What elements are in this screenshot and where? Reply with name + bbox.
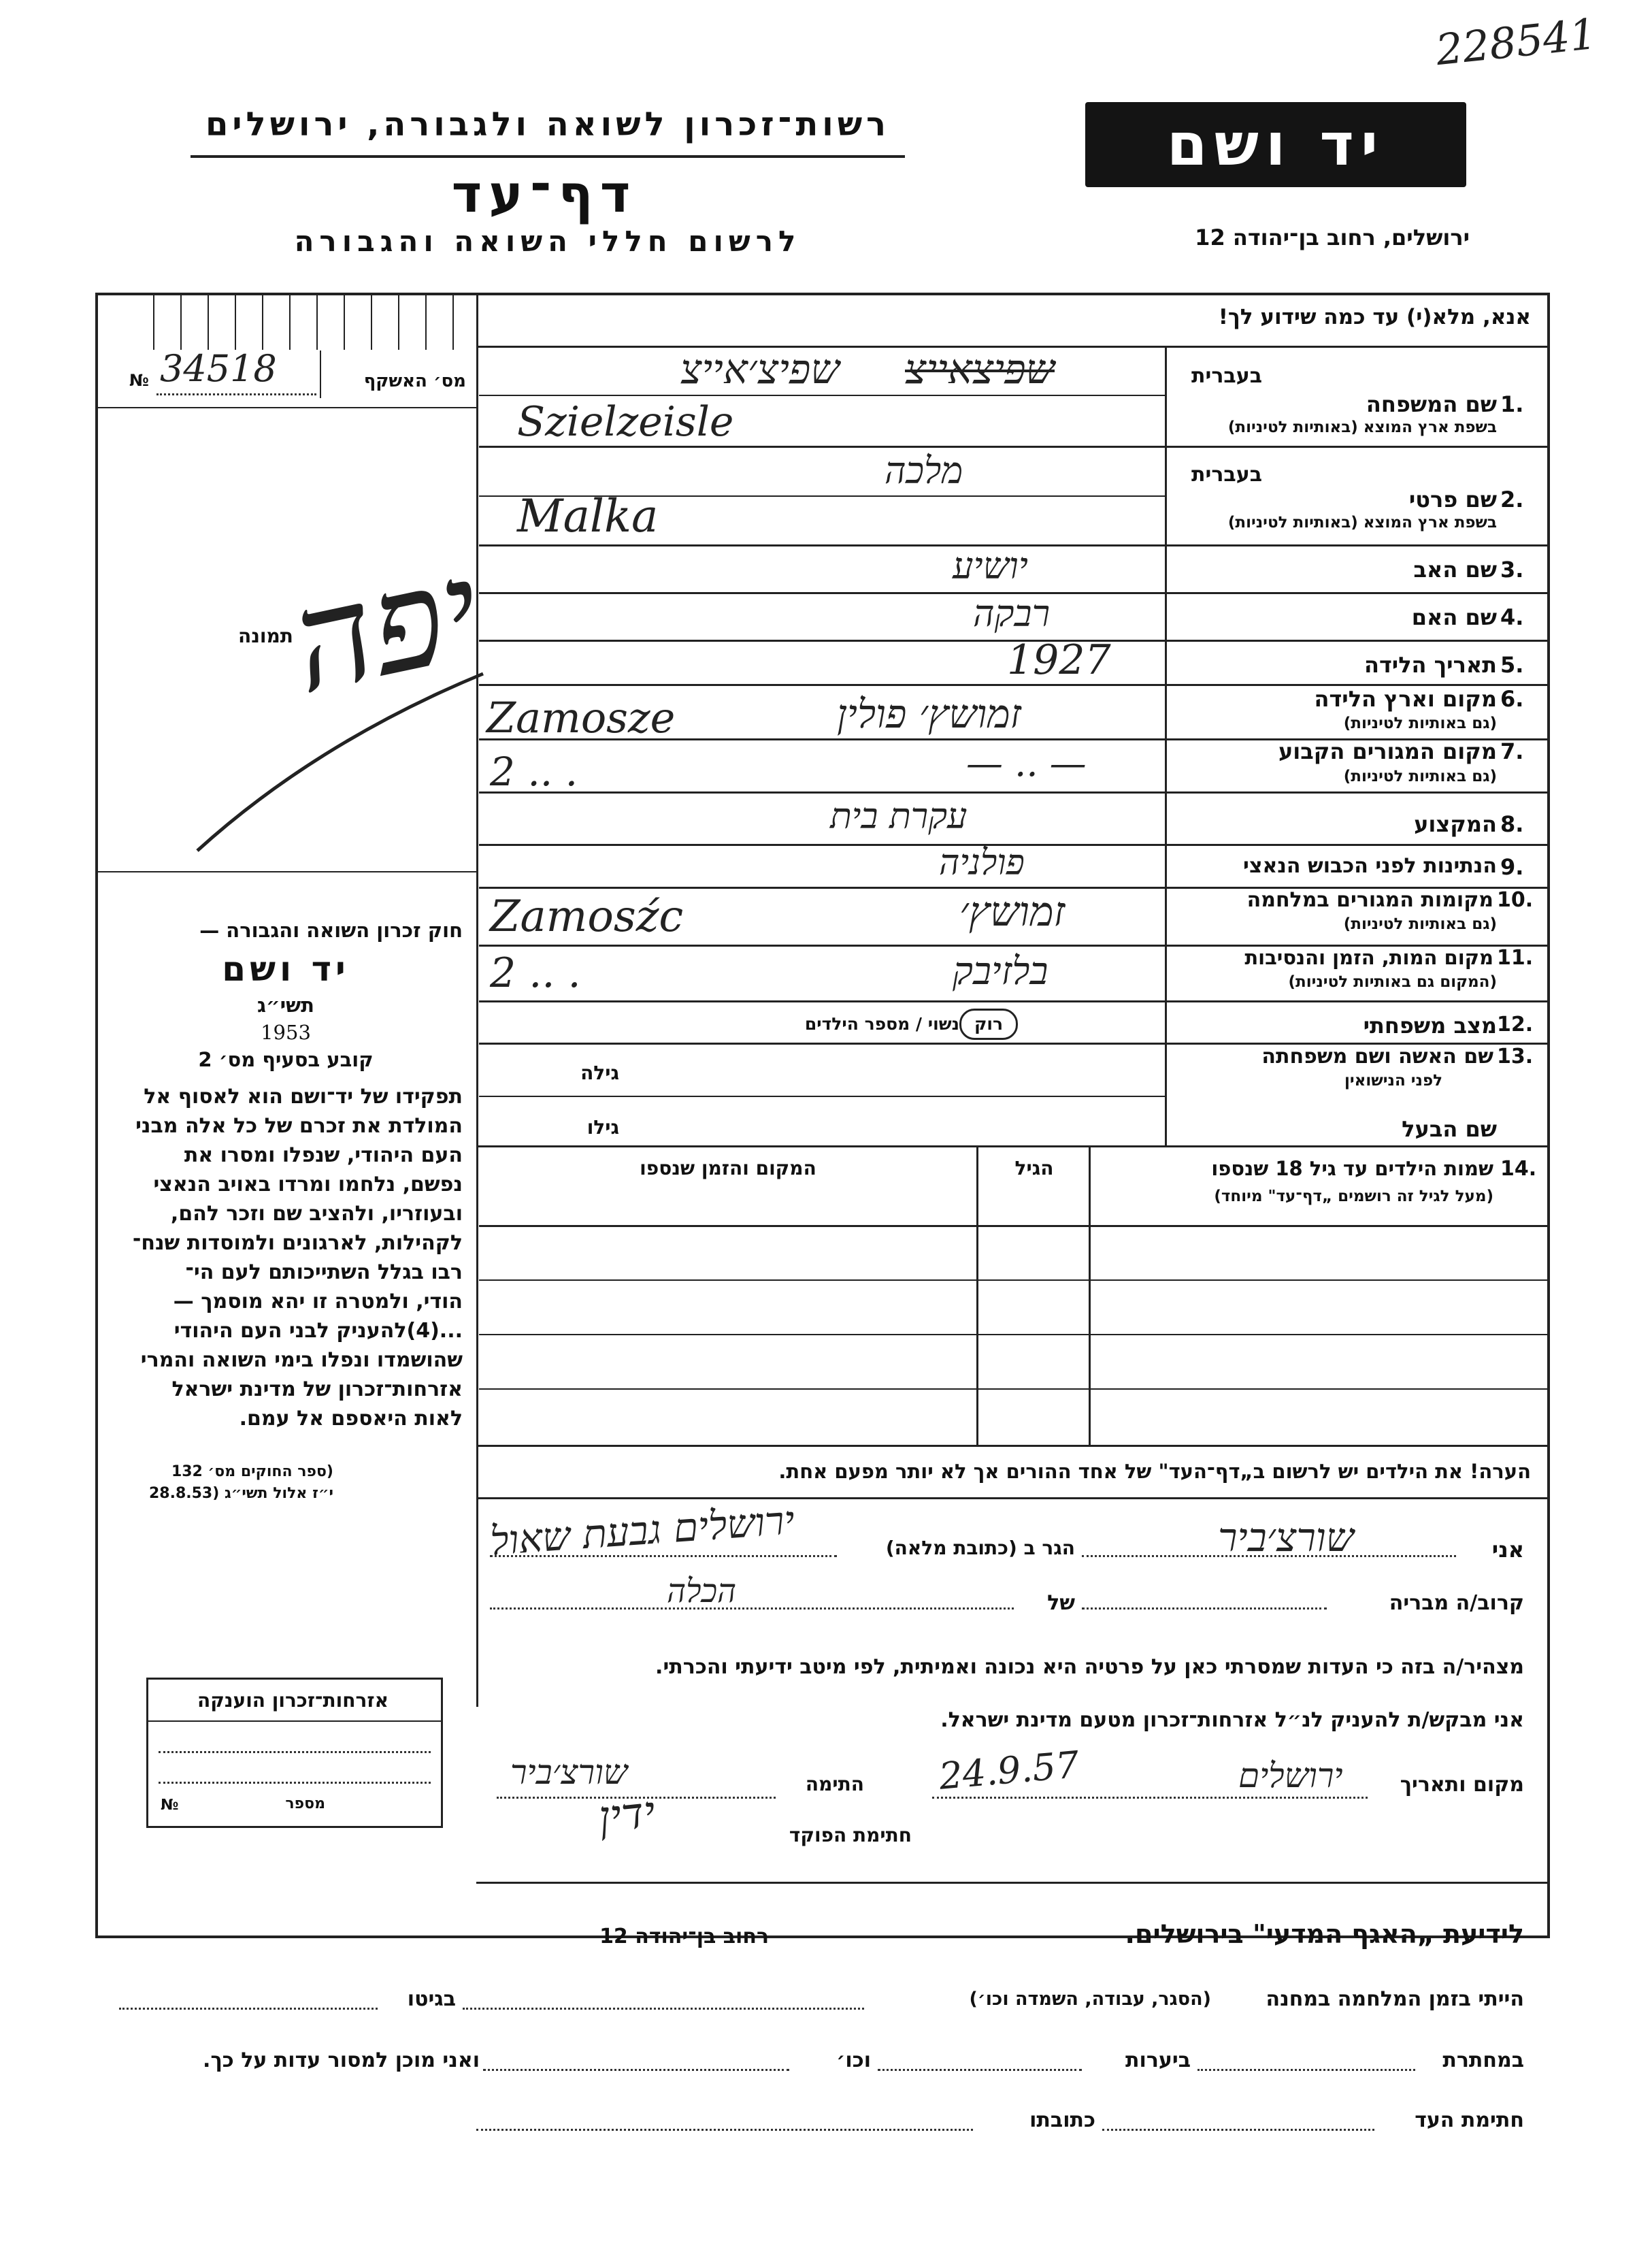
law-year: 1953 [261, 1021, 311, 1044]
record-number-line [156, 393, 316, 395]
footer-etc-line [483, 2069, 789, 2071]
law-body-line: נפשם, נלחמו ומרדו באויב הנאצי [153, 1173, 463, 1196]
children-row-line [479, 1279, 1547, 1281]
field-5-value: 1927 [1007, 636, 1111, 684]
footer-camp-types: (הסגר, עבודה, השמדה וכו׳) [969, 1989, 1211, 2010]
children-bottom [476, 1445, 1547, 1447]
honor-box-divider [148, 1720, 441, 1722]
children-header-names: שמות הילדים עד גיל 18 שנספו [1211, 1157, 1493, 1180]
declaration-bottom [476, 1882, 1547, 1884]
yad-vashem-logo [1085, 102, 1466, 187]
address-line [490, 1555, 837, 1557]
note-bottom [476, 1497, 1547, 1499]
footer-witness-signature-label: חתימת העד [1415, 2108, 1524, 2132]
field-8-number: 8. [1500, 811, 1524, 837]
record-divider [320, 350, 321, 398]
field-7-label: מקום המגורים הקבוע [1278, 738, 1497, 764]
photo-label: תמונה [238, 625, 293, 647]
footer-etc-label: וכו׳ [836, 2048, 871, 2072]
footer-underground-line [1197, 2069, 1415, 2071]
footer-ghetto-label: בגיטו [407, 1987, 456, 2011]
husband-bottom [476, 1145, 1547, 1147]
law-body-line: שהושמדו ונפלו בימי השואה והמרי [140, 1348, 463, 1372]
relative-value: הכלה [667, 1572, 737, 1610]
left-column-divider [476, 295, 478, 1707]
law-body-line: אזרחות־זכרון של מדינת ישראל [171, 1377, 463, 1401]
law-name: יד ושם [222, 949, 350, 989]
field-9-value: פולניה [939, 843, 1025, 883]
footer-forests-label: ביערות [1125, 2048, 1191, 2072]
law-body [109, 1082, 463, 1433]
form-subtitle: לרשום חללי השואה והגבורה [294, 225, 802, 258]
record-label: מס׳ האשקף [363, 371, 466, 391]
field-1-value-latin: Szielzeisle [517, 398, 734, 446]
field-13-age-label: גילה [580, 1062, 619, 1084]
field-11-bottom [479, 1000, 1547, 1002]
field-6-value-latin: Zamosze [486, 693, 676, 742]
field-7-value: — .. — [966, 742, 1087, 785]
field-4-number: 4. [1500, 604, 1524, 630]
children-number: 14. [1500, 1157, 1537, 1181]
record-number-value: 34518 [160, 347, 277, 390]
field-11-label: מקום המות, הזמן והנסיבות [1244, 946, 1493, 969]
field-12-options: נשוי / מספר הילדים [804, 1014, 959, 1034]
place-value: ירושלים [1238, 1756, 1343, 1795]
law-body-line: העם היהודי, שנפלו ומסרו את [184, 1143, 463, 1167]
field-9-number: 9. [1500, 854, 1524, 880]
field-1-label: שם המשפחה [1366, 391, 1497, 417]
field-8-value: עקרת בית [830, 796, 968, 837]
field-1-value-hebrew: שפיצ׳אייצ [680, 346, 840, 393]
archive-number: 228541 [1433, 8, 1599, 76]
photo-scribble: יפה [278, 530, 494, 724]
signature-label: התימה [805, 1773, 864, 1795]
footer-willing-text: ואני מוכן למסור עדות על כך. [203, 2048, 480, 2072]
record-tick [344, 295, 345, 350]
field-2-number: 2. [1500, 487, 1524, 512]
relative-label: קרוב/ה מבריה [1389, 1591, 1524, 1615]
field-5-label: תאריך הלידה [1364, 652, 1497, 678]
field-3-label: שם האב [1413, 557, 1497, 583]
field-7-number: 7. [1500, 738, 1524, 764]
husband-label: שם הבעל [1402, 1116, 1497, 1142]
honor-box-title: אזרחות־זכרון הוענקה [197, 1689, 389, 1712]
record-tick [153, 295, 154, 350]
field-13-sublabel: לפני הנישואין [1344, 1072, 1442, 1090]
record-tick [316, 295, 318, 350]
field-1-bottom [479, 446, 1547, 448]
field-8-label: המקצוע [1414, 811, 1497, 837]
declarant-address: ירושלים גבעת שאול [489, 1497, 796, 1565]
field-13-label: שם האשה ושם משפחתה [1261, 1045, 1493, 1068]
field-5-number: 5. [1500, 652, 1524, 678]
honor-box [146, 1678, 443, 1828]
law-body-line: המולדת את זכרם של כל אלה מבני [135, 1114, 463, 1138]
field-7-value-latin: 2 .. . [490, 749, 578, 795]
law-body-line: לאות היאספם אל עמם. [239, 1407, 463, 1431]
footer-address-line [476, 2129, 973, 2131]
declaration-statement: מצהיר/ה בזה כי העדות שמסרתי כאן על פרטיה היא נכונה ואמיתית, לפי מיטב ידיעתי והכרתי. [655, 1655, 1524, 1679]
field-2-label: שם פרטי [1408, 487, 1497, 512]
field-1-sublabel: בשפת ארץ המוצא (באותיות לטיניות) [1227, 419, 1497, 436]
officer-signature: ידין [596, 1786, 658, 1844]
law-body-line: תפקידו של יד־ושם הוא לאסוף אל [144, 1085, 463, 1109]
date-value: 24.9.57 [937, 1743, 1081, 1798]
label-column-divider [1165, 346, 1167, 1145]
field-6-value-hebrew: זמושץ׳ פולין [837, 691, 1021, 737]
field-13-number: 13. [1497, 1045, 1534, 1068]
place-date-label: מקום ותאריך [1400, 1773, 1524, 1797]
field-1-hebrew-tag: בעברית [1191, 364, 1262, 388]
logo-text: יד ושם [1166, 110, 1385, 179]
signature-value: שורצ׳ביר [510, 1752, 628, 1792]
header-address: ירושלים, רחוב בן־יהודה 12 [1195, 225, 1470, 250]
children-header-place: המקום והזמן שנספו [640, 1157, 816, 1179]
footer-address: רחוב בן־יהודה 12 [599, 1925, 769, 1948]
field-7-sublabel: (גם באותיות לטיניות) [1343, 768, 1497, 785]
field-4-value: רבקה [973, 592, 1051, 635]
law-body-line: ...(4)להעניק לבני העם היהודי [174, 1319, 463, 1343]
relative-line [1082, 1607, 1327, 1610]
lives-at-label: הגר ב (כתובת מלאה) [885, 1537, 1075, 1559]
law-ref-2: י״ז אלול תשי״ג (28.8.53 [148, 1485, 333, 1502]
honor-box-line [159, 1751, 431, 1753]
record-no-prefix: № [129, 371, 149, 390]
field-10-number: 10. [1497, 888, 1534, 912]
field-2-value-hebrew: מלכה [885, 449, 963, 492]
officer-label: חתימת הפוקד [789, 1824, 912, 1846]
footer-forests-line [878, 2069, 1082, 2071]
field-10-sublabel: (גם באותיות לטיניות) [1343, 915, 1497, 933]
footer-ghetto-line [119, 2008, 378, 2010]
children-header-age: הגיל [1014, 1157, 1054, 1179]
law-body-line: רבו בגלל השתייכותם לעם הי־ [185, 1260, 463, 1284]
of-label: של [1047, 1591, 1075, 1615]
field-9-label: הנתינות לפני הכבוש הנאצי [1243, 854, 1497, 878]
field-2-sublabel: בשפת ארץ המוצא (באותיות לטיניות) [1227, 514, 1497, 532]
field-12-label: מצב משפחתי [1363, 1013, 1497, 1039]
field-2-value-latin: Malka [517, 490, 659, 542]
law-body-line: לקהילות, לארגונים ולמוסדות שנח־ [132, 1231, 463, 1255]
law-body-line: הודי, ולמטרה זו יהא מוסמך — [173, 1290, 463, 1313]
authority-underline [191, 155, 905, 158]
record-tick [289, 295, 291, 350]
honor-box-no-prefix: № [161, 1797, 179, 1814]
field-2-hebrew-tag: בעברית [1191, 463, 1262, 487]
field-7-bottom [479, 791, 1547, 794]
record-tick [180, 295, 182, 350]
law-clause: קובע בסעיף מס׳ 2 [198, 1048, 374, 1071]
field-3-number: 3. [1500, 557, 1524, 583]
field-11-number: 11. [1497, 946, 1534, 970]
field-10-value-hebrew: זמושץ׳ [959, 888, 1065, 936]
field-6-label: מקום וארץ הלידה [1314, 686, 1497, 712]
field-1-number: 1. [1500, 391, 1524, 417]
form-title: דף־עד [451, 163, 638, 224]
children-row-line [479, 1334, 1547, 1335]
footer-witness-signature-line [1102, 2129, 1374, 2131]
declarant-name: שורצ׳ביר [1218, 1514, 1354, 1561]
footer-camp-line [463, 2008, 864, 2010]
law-body-line: ובעוזריו, ולהציב שם וזכר להם, [170, 1202, 463, 1226]
honor-box-number-label: מספר [285, 1795, 325, 1812]
children-col-divider [976, 1145, 978, 1445]
field-13-bottom [479, 1096, 1165, 1097]
declarant-name-line [1082, 1555, 1456, 1557]
field-10-label: מקומות המגורים במלחמה [1246, 888, 1493, 912]
field-6-number: 6. [1500, 686, 1524, 712]
field-4-label: שם האם [1411, 604, 1497, 630]
field-6-sublabel: (גם באותיות לטיניות) [1343, 715, 1497, 732]
record-tick [425, 295, 427, 350]
field-11-sublabel: (המקום גם באותיות לטיניות) [1288, 973, 1497, 991]
children-header-sub: (מעל לגיל זה רושמים „דף־עד" מיוחד) [1214, 1188, 1493, 1205]
law-year-he: תשי״ג [257, 994, 314, 1017]
declaration-request: אני מבקש/ת להעניק לנ״ל אזרחות־זכרון מטעם מדינת ישראל. [940, 1708, 1524, 1732]
field-3-value: יושיע [953, 544, 1028, 587]
children-header-line [479, 1225, 1547, 1227]
children-row-line [479, 1388, 1547, 1390]
record-tick [208, 295, 209, 350]
of-line [490, 1607, 1014, 1610]
intro-text: אנא, מלא(י) עד כמה שידוע לך! [1218, 305, 1531, 329]
photo-bottom-line [98, 871, 476, 872]
record-tick [452, 295, 454, 350]
footer-camp-label: הייתי בזמן המלחמה במחנה [1266, 1987, 1524, 2011]
record-bottom-line [98, 407, 476, 408]
field-11-value-latin: 2 .. . [490, 949, 581, 997]
honor-box-line [159, 1782, 431, 1784]
field-11-value-hebrew: בלזיבק [953, 949, 1048, 994]
children-col-divider [1089, 1145, 1091, 1445]
footer-underground-label: במחתרת [1442, 2048, 1524, 2072]
field-12-number: 12. [1497, 1013, 1534, 1036]
declaration-ani: אני [1491, 1537, 1524, 1563]
record-tick [262, 295, 263, 350]
footer-address-label: כתובתו [1029, 2108, 1095, 2132]
authority-name: רשות־זכרון לשואה ולגבורה, ירושלים [205, 105, 891, 144]
place-date-line [932, 1797, 1368, 1799]
husband-age-label: גילו [587, 1116, 619, 1139]
field-1-value-struck: שפיצאייצ [905, 346, 1055, 393]
children-note: הערה! את הילדים יש לרשום ב„דף־העד" של אחד ההורים אך לא יותר מפעם אחת. [778, 1460, 1531, 1483]
photo-strike-line [191, 667, 490, 858]
footer-title: לידיעת „האגף המדעי" בירושלים. [1125, 1919, 1524, 1949]
record-tick [371, 295, 372, 350]
field-1-line [479, 395, 1165, 396]
field-2-line [479, 495, 1165, 497]
field-10-value-latin: Zamosźc [490, 892, 684, 942]
record-tick [235, 295, 236, 350]
law-title: חוק זכרון השואה והגבורה — [199, 919, 463, 942]
law-ref-1: (ספר החוקים מס׳ 132 [171, 1463, 333, 1480]
field-12-circled-value: רוק [959, 1009, 1018, 1040]
record-tick [398, 295, 399, 350]
